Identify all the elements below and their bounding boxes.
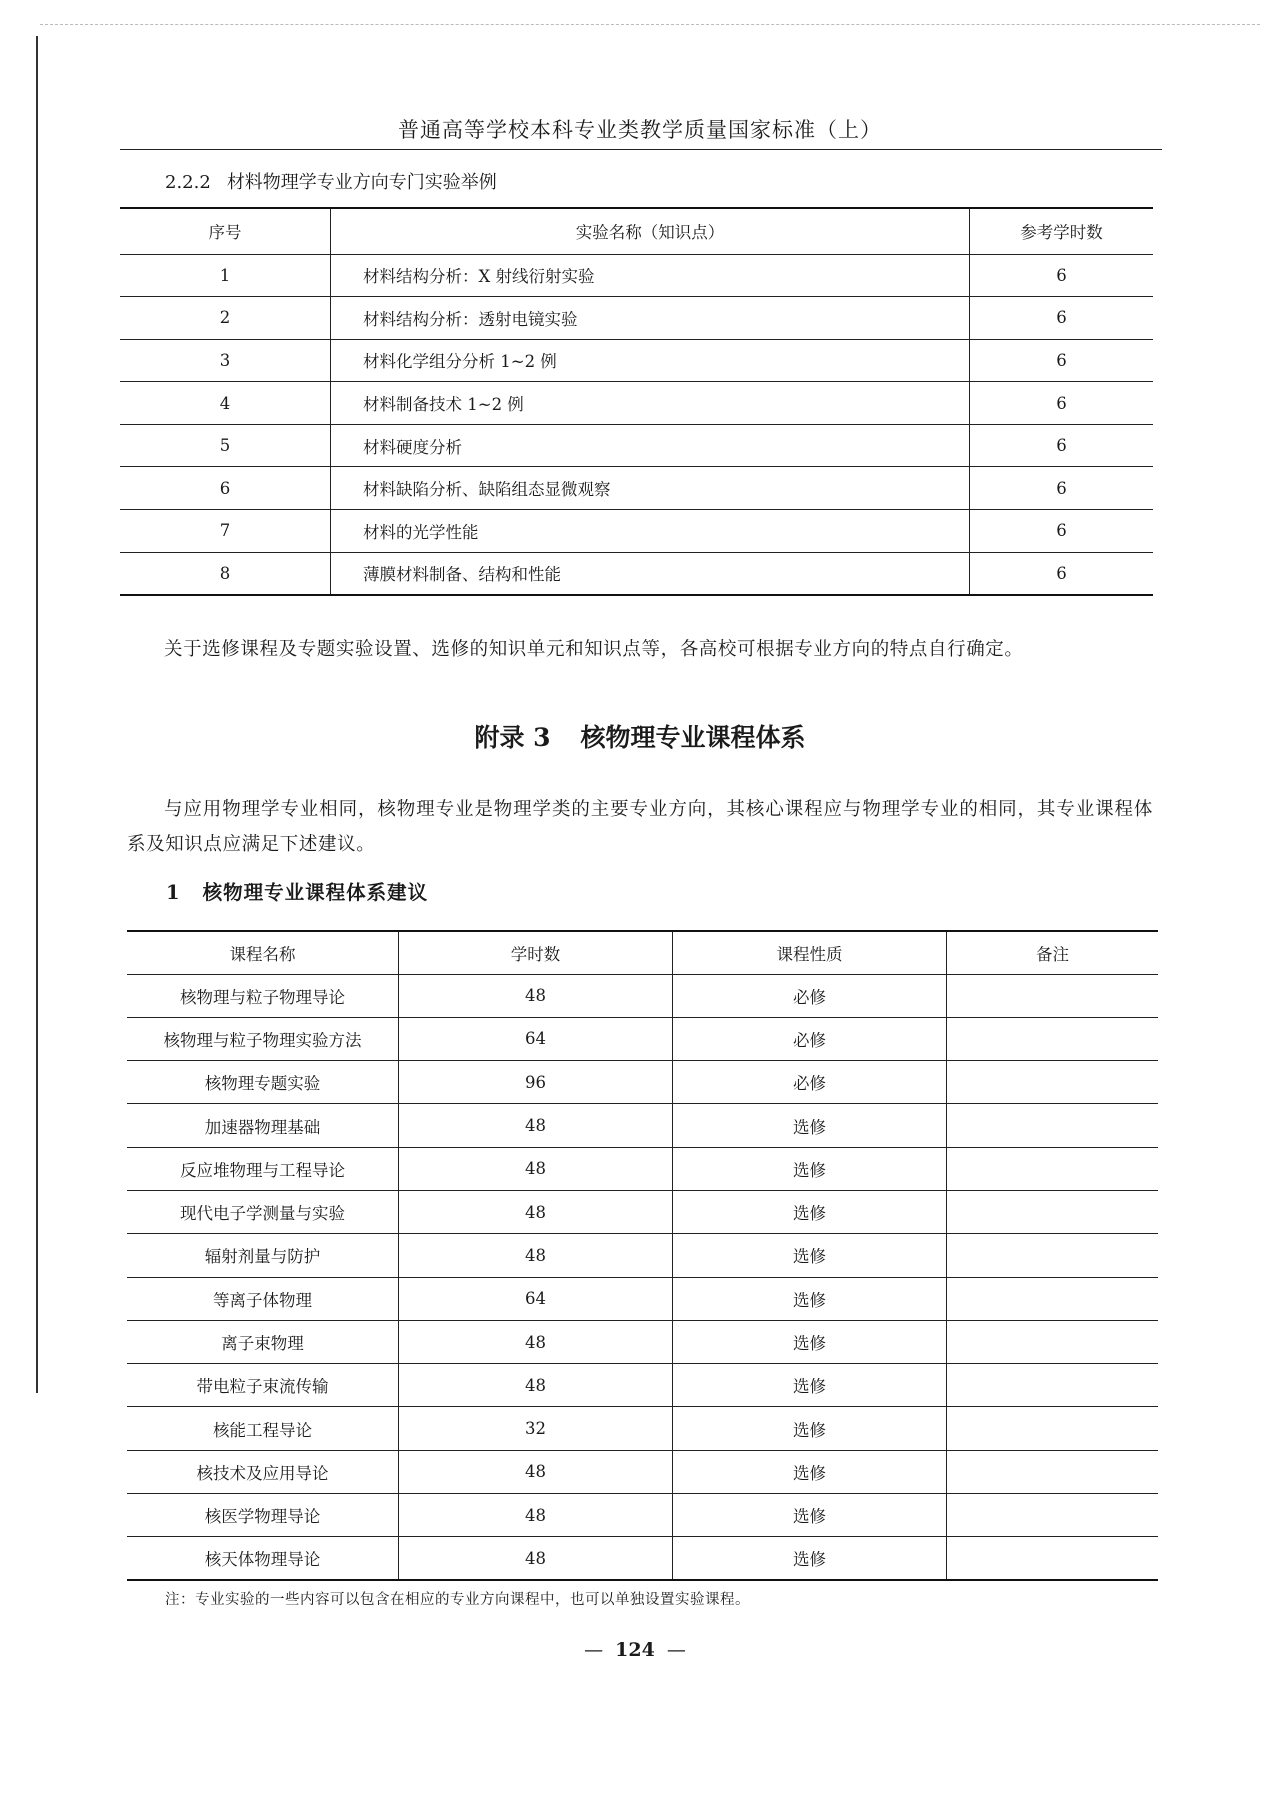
subsection-number: 2.2.2 (165, 172, 211, 193)
cell-index: 7 (120, 510, 331, 553)
cell-type: 选修 (673, 1320, 947, 1363)
cell-hours: 6 (970, 424, 1154, 467)
cell-experiment: 材料硬度分析 (331, 424, 970, 467)
cell-hours: 6 (1056, 563, 1067, 583)
running-header: 普通高等学校本科专业类教学质量国家标准（上） (398, 118, 882, 142)
cell-index: 4 (120, 382, 331, 425)
cell-experiment: 薄膜材料制备、结构和性能 (331, 552, 970, 595)
appendix-heading (120, 720, 1160, 756)
cell-index: 3 (120, 339, 331, 382)
cell-remarks (947, 1234, 1159, 1277)
cell-hours: 48 (399, 1320, 673, 1363)
cell-type: 选修 (673, 1450, 947, 1493)
cell-hours: 6 (970, 382, 1154, 425)
table-row (127, 1234, 1158, 1277)
cell-hours: 48 (399, 1190, 673, 1233)
paragraph-nuclear-intro: 与应用物理学专业相同，核物理专业是物理学类的主要专业方向，其核心课程应与物理学专业的相同，其专业课程体系及知识点应满足下述建议。 (127, 799, 1153, 855)
page-number (560, 1636, 710, 1664)
materials-experiments-table (120, 207, 1153, 596)
cell-course: 核天体物理导论 (127, 1537, 399, 1580)
cell-type: 选修 (673, 1190, 947, 1233)
cell-type: 选修 (673, 1537, 947, 1580)
cell-experiment: 材料化学组分分析 1~2 例 (331, 339, 970, 382)
cell-hours: 6 (970, 467, 1154, 510)
subsection-heading (165, 170, 497, 196)
cell-remarks (947, 1104, 1159, 1147)
table-note: 注：专业实验的一些内容可以包含在相应的专业方向课程中，也可以单独设置实验课程。 (165, 1592, 750, 1608)
cell-course: 核医学物理导论 (127, 1494, 399, 1537)
section-heading (166, 878, 428, 908)
subsection-title: 材料物理学专业方向专门实验举例 (226, 172, 497, 193)
cell-remarks (947, 1450, 1159, 1493)
cell-remarks (947, 1364, 1159, 1407)
cell-course: 核物理专题实验 (127, 1061, 399, 1104)
table-row (127, 1190, 1158, 1233)
table-row (127, 1450, 1158, 1493)
cell-remarks (947, 1320, 1159, 1363)
column-header-experiment: 实验名称（知识点） (331, 208, 970, 254)
cell-remarks (947, 1494, 1159, 1537)
table-row (127, 1277, 1158, 1320)
table-row (127, 1104, 1158, 1147)
cell-type: 必修 (673, 1061, 947, 1104)
table-row (127, 1061, 1158, 1104)
cell-type: 选修 (673, 1104, 947, 1147)
column-header-remarks: 备注 (947, 931, 1159, 974)
column-header-hours: 学时数 (399, 931, 673, 974)
cell-experiment: 材料缺陷分析、缺陷组态显微观察 (331, 467, 970, 510)
appendix-label: 附录 3 (474, 723, 551, 752)
cell-index: 8 (120, 552, 331, 595)
column-header-type: 课程性质 (673, 931, 947, 974)
binding-margin-line (36, 36, 38, 1393)
cell-hours: 6 (970, 297, 1154, 340)
cell-course: 核物理与粒子物理实验方法 (127, 1017, 399, 1060)
cell-type: 选修 (673, 1364, 947, 1407)
cell-remarks (947, 1147, 1159, 1190)
table-row (120, 552, 1153, 595)
cell-course: 核能工程导论 (127, 1407, 399, 1450)
table-row (120, 339, 1153, 382)
nuclear-curriculum-table (127, 930, 1158, 1581)
cell-course: 加速器物理基础 (127, 1104, 399, 1147)
table-header-row (127, 931, 1158, 974)
cell-type: 选修 (673, 1277, 947, 1320)
table-header-row (120, 208, 1153, 254)
cell-hours: 48 (399, 1364, 673, 1407)
scan-edge-artifact (40, 24, 1260, 25)
table-row (127, 1147, 1158, 1190)
table-row (120, 510, 1153, 553)
paragraph-electives: 关于选修课程及专题实验设置、选修的知识单元和知识点等，各高校可根据专业方向的特点自行确定。 (164, 639, 1024, 660)
cell-hours: 64 (399, 1017, 673, 1060)
table-row (127, 1364, 1158, 1407)
appendix-title: 核物理专业课程体系 (580, 723, 806, 752)
cell-index: 5 (120, 424, 331, 467)
cell-experiment: 材料结构分析：X 射线衍射实验 (331, 254, 970, 297)
cell-hours: 96 (399, 1061, 673, 1104)
cell-course: 现代电子学测量与实验 (127, 1190, 399, 1233)
cell-hours: 48 (399, 1537, 673, 1580)
column-header-course: 课程名称 (127, 931, 399, 974)
table-row (127, 1494, 1158, 1537)
column-header-hours: 参考学时数 (970, 208, 1154, 254)
cell-type: 选修 (673, 1147, 947, 1190)
cell-course: 核技术及应用导论 (127, 1450, 399, 1493)
cell-hours: 6 (970, 339, 1154, 382)
cell-type: 选修 (673, 1234, 947, 1277)
cell-experiment: 材料结构分析：透射电镜实验 (331, 297, 970, 340)
cell-remarks (947, 974, 1159, 1017)
cell-index: 1 (120, 254, 331, 297)
page-number-dash-left: — (584, 1639, 604, 1661)
page-number-value: 124 (615, 1639, 655, 1661)
cell-course: 等离子体物理 (127, 1277, 399, 1320)
cell-course: 反应堆物理与工程导论 (127, 1147, 399, 1190)
table-row (127, 1407, 1158, 1450)
cell-course: 离子束物理 (127, 1320, 399, 1363)
table-row (120, 297, 1153, 340)
cell-type: 必修 (673, 1017, 947, 1060)
table-row (120, 254, 1153, 297)
cell-remarks (947, 1190, 1159, 1233)
cell-hours: 48 (399, 1450, 673, 1493)
page-number-dash-right: — (666, 1639, 686, 1661)
cell-hours: 6 (970, 254, 1154, 297)
table-row (120, 467, 1153, 510)
cell-course: 带电粒子束流传输 (127, 1364, 399, 1407)
table-row (120, 424, 1153, 467)
cell-experiment: 材料制备技术 1~2 例 (331, 382, 970, 425)
table-row (127, 1017, 1158, 1060)
cell-hours: 48 (399, 1494, 673, 1537)
cell-course: 核物理与粒子物理导论 (127, 974, 399, 1017)
cell-hours: 6 (970, 510, 1154, 553)
cell-course: 辐射剂量与防护 (127, 1234, 399, 1277)
cell-remarks (947, 1277, 1159, 1320)
cell-type: 必修 (673, 974, 947, 1017)
cell-type: 选修 (673, 1494, 947, 1537)
cell-hours: 48 (399, 1234, 673, 1277)
cell-hours: 32 (399, 1407, 673, 1450)
cell-experiment: 材料的光学性能 (331, 510, 970, 553)
cell-remarks (947, 1017, 1159, 1060)
cell-hours: 48 (399, 1104, 673, 1147)
section-number: 1 (166, 881, 181, 904)
header-rule (120, 149, 1162, 150)
table-row (127, 1537, 1158, 1580)
cell-remarks (947, 1061, 1159, 1104)
table-row (127, 974, 1158, 1017)
section-title: 核物理专业课程体系建议 (202, 881, 429, 904)
cell-hours: 64 (399, 1277, 673, 1320)
table-row (127, 1320, 1158, 1363)
cell-remarks (947, 1537, 1159, 1580)
cell-hours: 48 (399, 1147, 673, 1190)
cell-hours: 48 (399, 974, 673, 1017)
table-row (120, 382, 1153, 425)
column-header-index: 序号 (120, 208, 331, 254)
cell-remarks (947, 1407, 1159, 1450)
cell-index: 6 (120, 467, 331, 510)
cell-type: 选修 (673, 1407, 947, 1450)
cell-index: 2 (120, 297, 331, 340)
